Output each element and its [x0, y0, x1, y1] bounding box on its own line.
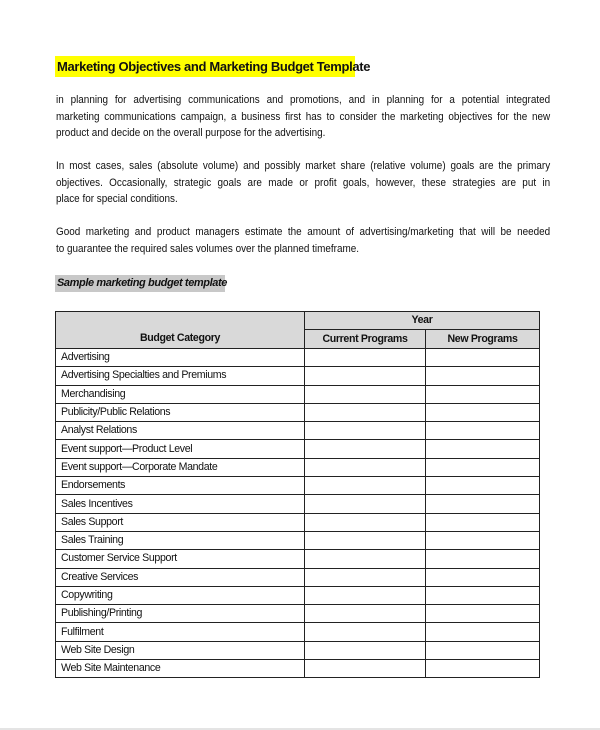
budget-category-cell: Publicity/Public Relations [56, 403, 305, 421]
header-budget-category: Budget Category [56, 330, 305, 349]
section-subtitle: Sample marketing budget template [55, 275, 225, 292]
budget-category-cell: Creative Services [56, 568, 305, 586]
table-row [56, 477, 540, 495]
table-row [56, 458, 540, 476]
budget-category-cell: Merchandising [56, 385, 305, 403]
paragraph-line: In most cases, sales (absolute volume) and possibly market share (relative volume) goals are the primary [56, 160, 551, 172]
current-programs-cell[interactable] [305, 403, 426, 421]
new-programs-cell[interactable] [426, 660, 540, 678]
budget-category-cell: Endorsements [56, 477, 305, 495]
paragraph-line: Good marketing and product managers estimate the amount of advertising/marketing that will be needed [56, 226, 551, 238]
table-row [56, 349, 540, 367]
new-programs-cell[interactable] [426, 385, 540, 403]
current-programs-cell[interactable] [305, 568, 426, 586]
current-programs-cell[interactable] [305, 367, 426, 385]
paragraph-line: product and decide on the overall purpose for the advertising. [56, 127, 326, 140]
new-programs-cell[interactable] [426, 458, 540, 476]
new-programs-cell[interactable] [426, 605, 540, 623]
budget-category-cell: Analyst Relations [56, 422, 305, 440]
new-programs-cell[interactable] [426, 367, 540, 385]
budget-category-cell: Sales Incentives [56, 495, 305, 513]
budget-category-cell: Event support—Product Level [56, 440, 305, 458]
current-programs-cell[interactable] [305, 495, 426, 513]
new-programs-cell[interactable] [426, 477, 540, 495]
budget-category-cell: Sales Support [56, 513, 305, 531]
new-programs-cell[interactable] [426, 550, 540, 568]
table-row [56, 385, 540, 403]
table-row [56, 367, 540, 385]
table-row [56, 623, 540, 641]
current-programs-cell[interactable] [305, 385, 426, 403]
table-row [56, 641, 540, 659]
new-programs-cell[interactable] [426, 440, 540, 458]
table-row [56, 550, 540, 568]
current-programs-cell[interactable] [305, 660, 426, 678]
current-programs-cell[interactable] [305, 550, 426, 568]
table-row [56, 422, 540, 440]
header-year: Year [305, 312, 540, 330]
table-row [56, 531, 540, 549]
new-programs-cell[interactable] [426, 623, 540, 641]
budget-category-cell: Web Site Maintenance [56, 660, 305, 678]
table-row [56, 568, 540, 586]
current-programs-cell[interactable] [305, 623, 426, 641]
paragraph-line: place for special conditions. [56, 193, 178, 206]
paragraph-line: marketing communications campaign, a business first has to consider the marketing objectives for the new [56, 110, 551, 123]
table-row [56, 586, 540, 604]
new-programs-cell[interactable] [426, 495, 540, 513]
budget-category-cell: Event support—Corporate Mandate [56, 458, 305, 476]
header-current-programs: Current Programs [305, 330, 426, 349]
table-row [56, 605, 540, 623]
budget-category-cell: Publishing/Printing [56, 605, 305, 623]
current-programs-cell[interactable] [305, 641, 426, 659]
budget-category-cell: Customer Service Support [56, 550, 305, 568]
current-programs-cell[interactable] [305, 605, 426, 623]
current-programs-cell[interactable] [305, 458, 426, 476]
paragraph-line: in planning for advertising communications and promotions, and in planning for a potential integrated [56, 94, 551, 106]
paragraph-3 [56, 224, 550, 257]
new-programs-cell[interactable] [426, 568, 540, 586]
current-programs-cell[interactable] [305, 531, 426, 549]
header-new-programs: New Programs [426, 330, 540, 349]
table-row [56, 495, 540, 513]
current-programs-cell[interactable] [305, 586, 426, 604]
table-row [56, 440, 540, 458]
budget-category-cell: Advertising [56, 349, 305, 367]
paragraph-1 [56, 92, 550, 142]
paragraph-2 [56, 158, 550, 208]
table-row [56, 660, 540, 678]
current-programs-cell[interactable] [305, 477, 426, 495]
new-programs-cell[interactable] [426, 422, 540, 440]
current-programs-cell[interactable] [305, 513, 426, 531]
header-blank [56, 312, 305, 330]
table-row [56, 403, 540, 421]
budget-category-cell: Web Site Design [56, 641, 305, 659]
current-programs-cell[interactable] [305, 349, 426, 367]
table-row [56, 513, 540, 531]
budget-table [55, 311, 540, 678]
budget-category-cell: Fulfilment [56, 623, 305, 641]
budget-category-cell: Advertising Specialties and Premiums [56, 367, 305, 385]
budget-category-cell: Sales Training [56, 531, 305, 549]
new-programs-cell[interactable] [426, 513, 540, 531]
new-programs-cell[interactable] [426, 641, 540, 659]
new-programs-cell[interactable] [426, 403, 540, 421]
current-programs-cell[interactable] [305, 422, 426, 440]
paragraph-line: objectives. Occasionally, strategic goals are made or profit goals, however, these strategies are put in [56, 176, 551, 189]
document-title: Marketing Objectives and Marketing Budget Template [55, 56, 355, 77]
current-programs-cell[interactable] [305, 440, 426, 458]
paragraph-line: to guarantee the required sales volumes over the planned timeframe. [56, 242, 359, 255]
new-programs-cell[interactable] [426, 586, 540, 604]
budget-category-cell: Copywriting [56, 586, 305, 604]
new-programs-cell[interactable] [426, 349, 540, 367]
new-programs-cell[interactable] [426, 531, 540, 549]
